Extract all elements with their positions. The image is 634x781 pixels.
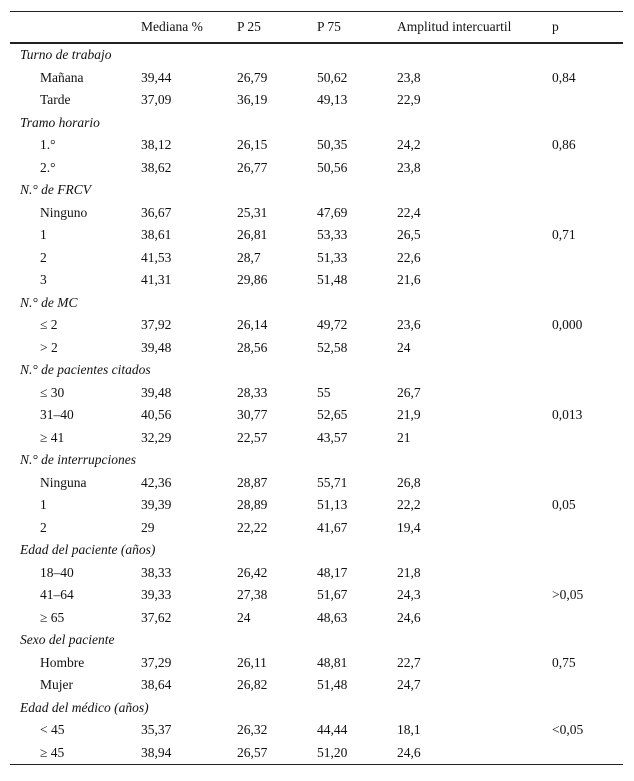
cell-p75: 43,57 (317, 429, 348, 445)
group-title: Tramo horario (20, 114, 100, 130)
cell-p75: 51,48 (317, 272, 348, 287)
header-p: p (552, 19, 559, 34)
row-label: > 2 (40, 339, 58, 355)
cell-p75: 50,62 (317, 69, 348, 85)
cell-p75: 52,58 (317, 339, 348, 355)
cell-median: 42,36 (141, 474, 172, 490)
table-row (10, 89, 623, 112)
cell-median: 38,94 (141, 744, 172, 760)
cell-p25: 27,38 (237, 587, 268, 602)
group-title: Sexo del paciente (20, 632, 115, 647)
cell-p75: 55,71 (317, 474, 348, 490)
table-row (10, 67, 623, 90)
row-label: 18–40 (40, 564, 74, 580)
cell-p25: 26,81 (237, 227, 268, 242)
cell-p: >0,05 (552, 587, 584, 602)
cell-median: 37,92 (141, 317, 172, 332)
row-label: 3 (40, 272, 47, 287)
group-row (10, 359, 623, 382)
group-title: Edad del paciente (años) (20, 542, 156, 557)
cell-p75: 51,13 (317, 497, 348, 512)
table-row (10, 427, 623, 450)
group-row (10, 697, 623, 720)
cell-p25: 26,82 (237, 677, 268, 692)
cell-median: 35,37 (141, 722, 172, 737)
cell-p75: 51,67 (317, 587, 348, 602)
cell-median: 39,48 (141, 339, 172, 355)
stats-table (10, 11, 623, 765)
cell-p75: 41,67 (317, 519, 348, 535)
table-row (10, 719, 623, 742)
cell-median: 39,48 (141, 384, 172, 400)
cell-p25: 22,22 (237, 519, 268, 535)
table-row (10, 382, 623, 405)
cell-p75: 48,63 (317, 609, 348, 625)
cell-p75: 51,48 (317, 677, 348, 692)
cell-iqr: 18,1 (397, 722, 421, 737)
cell-p75: 50,56 (317, 159, 348, 175)
table-row (10, 494, 623, 517)
cell-p25: 28,7 (237, 249, 261, 265)
row-label: 2.° (40, 159, 56, 175)
cell-iqr: 22,9 (397, 92, 421, 107)
group-title: N.° de interrupciones (20, 452, 137, 467)
cell-p25: 28,56 (237, 339, 268, 355)
cell-p75: 53,33 (317, 227, 348, 242)
cell-p: 0,86 (552, 137, 576, 152)
cell-iqr: 26,7 (397, 384, 421, 400)
table-row (10, 202, 623, 225)
cell-median: 38,64 (141, 677, 172, 692)
cell-median: 38,33 (141, 564, 172, 580)
cell-median: 39,44 (141, 69, 172, 85)
table-row (10, 134, 623, 157)
group-row (10, 44, 623, 67)
row-label: 2 (40, 249, 47, 265)
cell-p75: 44,44 (317, 722, 348, 737)
group-row (10, 112, 623, 135)
cell-p25: 26,11 (237, 654, 267, 670)
cell-iqr: 21,8 (397, 564, 421, 580)
table-row (10, 607, 623, 630)
cell-p75: 47,69 (317, 204, 348, 220)
row-label: ≤ 2 (40, 317, 58, 332)
cell-iqr: 22,6 (397, 249, 421, 265)
cell-p75: 51,33 (317, 249, 348, 265)
cell-median: 37,29 (141, 654, 172, 670)
cell-p25: 26,14 (237, 317, 268, 332)
cell-p: 0,75 (552, 654, 576, 670)
cell-iqr: 23,6 (397, 317, 421, 332)
table-row (10, 472, 623, 495)
table-row (10, 674, 623, 697)
header-median: Mediana % (141, 19, 203, 34)
row-label: 2 (40, 519, 47, 535)
cell-p25: 24 (237, 609, 251, 625)
group-title: Edad del médico (años) (20, 699, 149, 715)
group-title: Turno de trabajo (20, 47, 112, 62)
row-label: 1 (40, 227, 47, 242)
table-row (10, 157, 623, 180)
group-row (10, 292, 623, 315)
cell-iqr: 24,6 (397, 744, 421, 760)
group-row (10, 179, 623, 202)
cell-iqr: 22,4 (397, 204, 421, 220)
cell-p25: 29,86 (237, 272, 268, 287)
cell-p25: 26,79 (237, 69, 268, 85)
row-label: Ninguno (40, 204, 88, 220)
cell-iqr: 24,2 (397, 137, 421, 152)
table-body (10, 44, 623, 764)
cell-p25: 28,89 (237, 497, 268, 512)
cell-p25: 26,57 (237, 744, 268, 760)
cell-iqr: 26,8 (397, 474, 421, 490)
cell-p: 0,013 (552, 407, 583, 422)
cell-iqr: 21 (397, 429, 411, 445)
cell-p25: 30,77 (237, 407, 268, 422)
cell-p25: 26,42 (237, 564, 268, 580)
cell-median: 38,12 (141, 137, 172, 152)
cell-iqr: 22,7 (397, 654, 421, 670)
group-row (10, 449, 623, 472)
cell-iqr: 19,4 (397, 519, 421, 535)
table-row (10, 652, 623, 675)
table-row (10, 742, 623, 765)
cell-median: 29 (141, 519, 155, 535)
cell-p25: 26,32 (237, 722, 268, 737)
cell-iqr: 23,8 (397, 159, 421, 175)
cell-p75: 55 (317, 384, 331, 400)
cell-iqr: 22,2 (397, 497, 421, 512)
table-row (10, 269, 623, 292)
bottom-rule (10, 764, 623, 765)
cell-p: 0,71 (552, 227, 576, 242)
group-title: N.° de FRCV (20, 182, 92, 197)
cell-p25: 28,87 (237, 474, 268, 490)
cell-p: 0,05 (552, 497, 576, 512)
group-row (10, 539, 623, 562)
table-row (10, 337, 623, 360)
cell-median: 36,67 (141, 204, 172, 220)
cell-p: 0,000 (552, 317, 583, 332)
cell-iqr: 26,5 (397, 227, 421, 242)
table-row (10, 314, 623, 337)
header-p25: P 25 (237, 19, 261, 34)
header-row (10, 12, 623, 42)
cell-p75: 51,20 (317, 744, 348, 760)
cell-iqr: 24,3 (397, 587, 421, 602)
cell-median: 41,31 (141, 272, 172, 287)
cell-median: 32,29 (141, 429, 172, 445)
cell-p25: 26,77 (237, 159, 268, 175)
row-label: Mujer (40, 677, 73, 692)
group-title: N.° de MC (20, 294, 78, 310)
cell-median: 38,61 (141, 227, 172, 242)
cell-p25: 26,15 (237, 137, 268, 152)
cell-median: 41,53 (141, 249, 172, 265)
row-label: ≥ 45 (40, 744, 65, 760)
table-row (10, 247, 623, 270)
row-label: ≥ 41 (40, 429, 65, 445)
group-title: N.° de pacientes citados (20, 362, 151, 377)
cell-median: 40,56 (141, 407, 172, 422)
table-row (10, 224, 623, 247)
table-row (10, 517, 623, 540)
cell-p: 0,84 (552, 69, 576, 85)
row-label: 41–64 (40, 587, 74, 602)
header-iqr: Amplitud intercuartil (397, 19, 512, 34)
cell-p75: 48,17 (317, 564, 348, 580)
row-label: Mañana (40, 69, 84, 85)
cell-p25: 25,31 (237, 204, 268, 220)
cell-p25: 22,57 (237, 429, 268, 445)
row-label: ≤ 30 (40, 384, 65, 400)
cell-iqr: 21,9 (397, 407, 421, 422)
cell-p75: 48,81 (317, 654, 348, 670)
row-label: Ninguna (40, 474, 87, 490)
row-label: 1.° (40, 137, 56, 152)
group-row (10, 629, 623, 652)
cell-median: 39,33 (141, 587, 172, 602)
cell-p75: 52,65 (317, 407, 348, 422)
table-row (10, 584, 623, 607)
cell-median: 37,62 (141, 609, 172, 625)
cell-iqr: 23,8 (397, 69, 421, 85)
cell-p75: 49,13 (317, 92, 348, 107)
cell-p25: 36,19 (237, 92, 268, 107)
cell-p: <0,05 (552, 722, 584, 737)
cell-median: 39,39 (141, 497, 172, 512)
row-label: Tarde (40, 92, 71, 107)
row-label: Hombre (40, 654, 85, 670)
table-row (10, 562, 623, 585)
row-label: 1 (40, 497, 47, 512)
cell-iqr: 21,6 (397, 272, 421, 287)
row-label: 31–40 (40, 407, 74, 422)
cell-p75: 49,72 (317, 317, 348, 332)
cell-median: 38,62 (141, 159, 172, 175)
cell-iqr: 24,7 (397, 677, 421, 692)
cell-median: 37,09 (141, 92, 172, 107)
row-label: ≥ 65 (40, 609, 65, 625)
row-label: < 45 (40, 722, 65, 737)
table-row (10, 404, 623, 427)
cell-p25: 28,33 (237, 384, 268, 400)
header-p75: P 75 (317, 19, 341, 34)
cell-iqr: 24,6 (397, 609, 421, 625)
cell-iqr: 24 (397, 339, 411, 355)
cell-p75: 50,35 (317, 137, 348, 152)
